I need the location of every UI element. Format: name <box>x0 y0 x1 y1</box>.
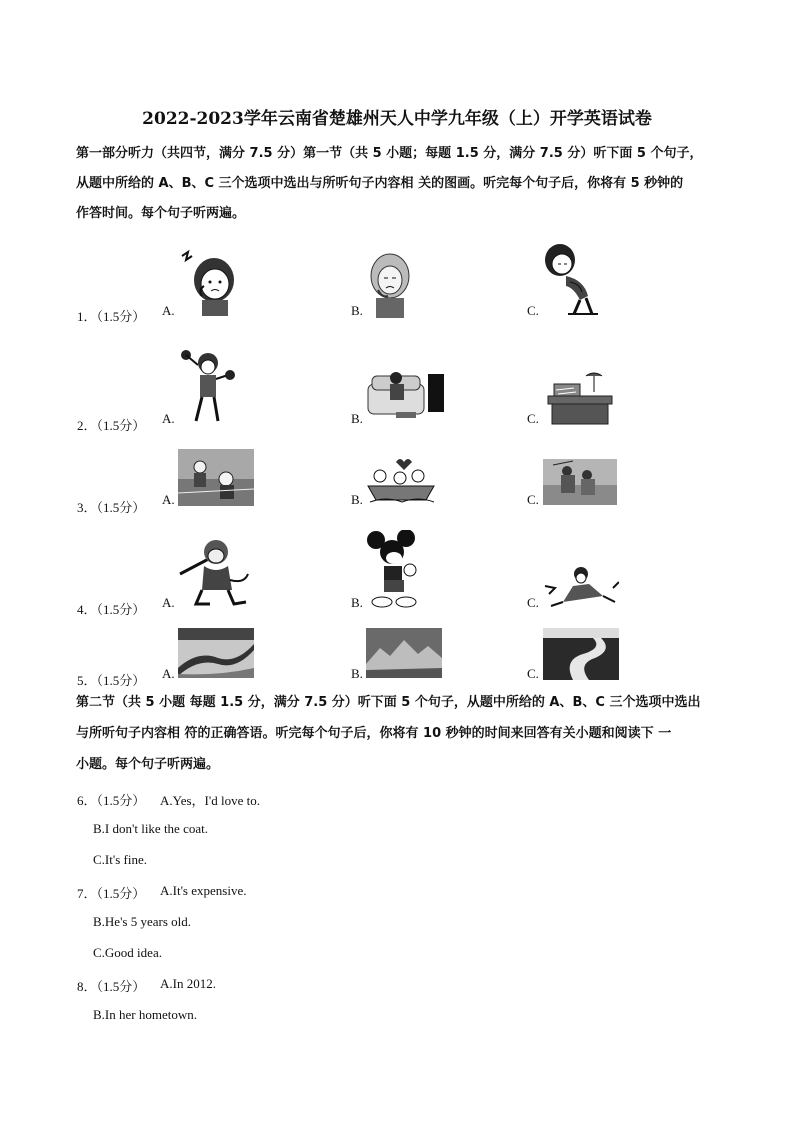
question-number: 2．（1.5分） <box>77 418 146 433</box>
question-number: 5．（1.5分） <box>77 673 146 688</box>
monkey-king-icon[interactable] <box>178 534 252 606</box>
option-b-label: B. <box>351 595 363 610</box>
headache-girl-icon[interactable] <box>178 250 244 318</box>
option-a[interactable]: A.It's expensive. <box>160 883 247 898</box>
mountains-photo-icon[interactable] <box>366 628 442 678</box>
question-number: 7．（1.5分） <box>77 886 146 901</box>
flying-fairy-icon[interactable] <box>543 566 619 608</box>
option-a[interactable]: A.Yes，I'd love to. <box>160 793 260 808</box>
option-c-label: C. <box>527 303 539 318</box>
question-number: 3．（1.5分） <box>77 500 146 515</box>
stomachache-girl-icon[interactable] <box>540 240 602 318</box>
option-a-label: A. <box>162 411 175 426</box>
question-number: 6．（1.5分） <box>77 793 146 808</box>
option-b[interactable]: B.In her hometown. <box>93 1007 197 1022</box>
mickey-mouse-icon[interactable] <box>366 530 422 608</box>
question-number: 4．（1.5分） <box>77 602 146 617</box>
festival-photo-icon[interactable] <box>543 459 617 505</box>
option-c[interactable]: C.It's fine. <box>93 852 147 867</box>
option-c-label: C. <box>527 492 539 507</box>
option-b-label: B. <box>351 303 363 318</box>
option-b-label: B. <box>351 411 363 426</box>
exercising-boy-icon[interactable] <box>178 345 236 425</box>
instruction-line: 与所听句子内容相 符的正确答语。听完每个句子后，你将有 10 秒钟的时间来回答有关小题和阅读下 一 <box>76 726 672 741</box>
option-b-label: B. <box>351 666 363 681</box>
sofa-tv-icon[interactable] <box>366 366 446 422</box>
option-b[interactable]: B.I don't like the coat. <box>93 821 208 836</box>
instruction-line: 小题。每个句子听两遍。 <box>76 757 220 772</box>
question-number: 1．（1.5分） <box>77 309 146 324</box>
page-title: 2022-2023学年云南省楚雄州天人中学九年级（上）开学英语试卷 <box>142 109 652 129</box>
desk-study-icon[interactable] <box>546 370 616 426</box>
option-c-label: C. <box>527 595 539 610</box>
option-a-label: A. <box>162 303 175 318</box>
river-photo-icon[interactable] <box>543 628 619 680</box>
option-b[interactable]: B.He's 5 years old. <box>93 914 192 929</box>
crying-girl-icon[interactable] <box>366 250 414 318</box>
option-c-label: C. <box>527 666 539 681</box>
great-wall-photo-icon[interactable] <box>178 628 254 678</box>
instruction-line: 第一部分听力（共四节，满分 7.5 分）第一节（共 5 小题；每题 1.5 分，满分 7.5 分）听下面 5 个句子， <box>76 146 703 161</box>
option-a-label: A. <box>162 666 175 681</box>
option-a-label: A. <box>162 595 175 610</box>
kids-playing-photo-icon[interactable] <box>178 449 254 506</box>
option-a-label: A. <box>162 492 175 507</box>
option-a[interactable]: A.In 2012. <box>160 976 216 991</box>
kids-boat-icon[interactable] <box>366 456 436 504</box>
option-c-label: C. <box>527 411 539 426</box>
question-number: 8．（1.5分） <box>77 979 146 994</box>
instruction-line: 从题中所给的 A、B、C 三个选项中选出与所听句子内容相 关的图画。听完每个句子后，你将有 5 秒钟的 <box>76 176 684 191</box>
option-b-label: B. <box>351 492 363 507</box>
instruction-line: 第二节（共 5 小题 每题 1.5 分，满分 7.5 分）听下面 5 个句子，从题中所给的 A、B、C 三个选项中选出 <box>76 695 701 710</box>
instruction-line: 作答时间。每个句子听两遍。 <box>76 206 246 221</box>
option-c[interactable]: C.Good idea. <box>93 945 162 960</box>
